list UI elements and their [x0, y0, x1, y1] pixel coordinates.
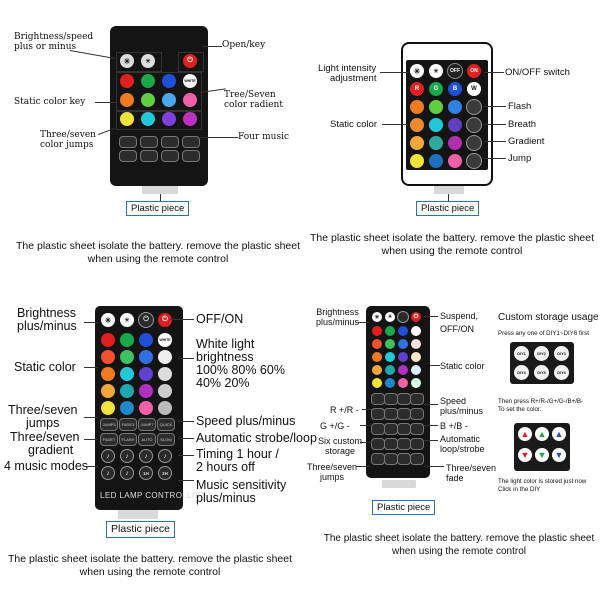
leader-line [484, 141, 506, 142]
mode-button[interactable] [397, 438, 411, 450]
label-breath: Breath [508, 119, 536, 130]
adjust-button[interactable] [371, 423, 385, 435]
label-speed: Speed plus/minus [196, 414, 296, 428]
color-down-arrow-icon[interactable]: ▼ [518, 448, 532, 462]
mode-button[interactable] [384, 453, 398, 465]
diy-button[interactable]: DIY1 [514, 346, 529, 361]
color-button[interactable] [411, 339, 421, 349]
leader-line [484, 124, 506, 125]
label-static-color: Static color [440, 361, 485, 371]
leader-line [424, 425, 438, 426]
leader-line [362, 409, 372, 410]
plastic-piece-tab [142, 186, 178, 194]
white-brightness-button[interactable] [158, 401, 172, 415]
color-button[interactable] [398, 378, 408, 388]
mode-button[interactable]: FADE3 [119, 418, 137, 431]
color-button[interactable] [385, 378, 395, 388]
mode-button[interactable]: QUICK [157, 418, 175, 431]
label-gradient: Gradient [508, 136, 545, 147]
suspend-button[interactable] [398, 312, 408, 322]
color-up-arrow-icon[interactable]: ▲ [552, 427, 566, 441]
label-auto-loop: Automatic loop/strobe [440, 434, 485, 454]
adjust-button[interactable] [371, 393, 385, 405]
leader-line [202, 46, 222, 47]
brightness-down-button[interactable]: ☀ [120, 313, 134, 327]
off-button[interactable]: ⏻ [139, 313, 153, 327]
color-button[interactable] [398, 326, 408, 336]
brightness-up-button[interactable]: ☀ [372, 312, 382, 322]
white-brightness-button[interactable] [158, 367, 172, 381]
color-button[interactable] [372, 339, 382, 349]
mode-button[interactable] [182, 136, 200, 148]
music-button[interactable] [161, 150, 179, 162]
color-button[interactable] [139, 333, 153, 347]
mode-button[interactable]: FLASH [119, 433, 137, 446]
color-button[interactable] [101, 350, 115, 364]
caption: The plastic sheet isolate the battery. remove the plastic sheet when using the remote control [309, 232, 595, 257]
color-button[interactable] [101, 384, 115, 398]
leader-line [430, 365, 440, 366]
music-button[interactable] [119, 150, 137, 162]
leader-line [484, 158, 506, 159]
plastic-piece-label: Plastic piece [416, 201, 479, 216]
label-static-color: Static color [330, 119, 377, 130]
leader-line [95, 102, 116, 103]
plastic-piece-label: Plastic piece [372, 500, 435, 515]
music-button[interactable]: ♪ [140, 450, 152, 462]
mode-button[interactable] [161, 136, 179, 148]
off-button[interactable]: OFF [448, 64, 462, 78]
mode-button[interactable] [467, 118, 481, 132]
label-static-color-key: Static color key [14, 97, 86, 107]
label-music-sensitivity: Music sensitivity plus/minus [196, 478, 287, 505]
label-brightness: Brightness plus/minus [17, 306, 77, 333]
color-button[interactable] [398, 352, 408, 362]
mode-button[interactable] [410, 438, 424, 450]
brightness-up-button[interactable]: ☀ [101, 313, 115, 327]
mode-button[interactable] [467, 136, 481, 150]
brightness-up-button[interactable]: ☀ [410, 64, 424, 78]
color-button[interactable] [139, 384, 153, 398]
leader-line [84, 439, 98, 440]
label-three-seven-jumps: Three/seven jumps [8, 403, 78, 430]
color-button[interactable] [410, 154, 424, 168]
white-brightness-button[interactable] [158, 350, 172, 364]
leader-line [84, 322, 98, 323]
label-open-key: Open/key [222, 40, 266, 50]
label-light-intensity: Light intensity adjustment [318, 63, 377, 84]
brightness-down-button[interactable]: ☀ [429, 64, 443, 78]
diy-button[interactable]: DIY6 [554, 365, 569, 380]
adjust-button[interactable] [397, 393, 411, 405]
leader-line [356, 466, 370, 467]
label-b: B +/B - [440, 421, 468, 431]
adjust-button[interactable] [384, 393, 398, 405]
diy-button[interactable]: DIY2 [534, 346, 549, 361]
leader-line [178, 421, 194, 422]
adjust-button[interactable] [371, 408, 385, 420]
brightness-down-button[interactable]: ☀ [141, 54, 155, 68]
label-timing: Timing 1 hour / 2 hours off [196, 447, 279, 474]
color-button[interactable] [398, 365, 408, 375]
timer-2h-button[interactable]: 2H [159, 467, 171, 479]
usage-step-2: Then press R+/R-/G+/G-/B+/B- To set the color. [498, 398, 584, 413]
on-button[interactable]: ON [467, 64, 481, 78]
leader-line [84, 466, 98, 467]
label-r: R +/R - [330, 405, 359, 415]
leader-line [360, 425, 372, 426]
mode-button[interactable] [410, 453, 424, 465]
music-button[interactable]: ♪ [102, 450, 114, 462]
bracket-static [116, 72, 202, 112]
label-music-modes: 4 music modes [4, 459, 89, 473]
label-speed: Speed plus/minus [440, 396, 484, 416]
adjust-button[interactable] [397, 408, 411, 420]
bracket-brightness [116, 52, 162, 72]
color-button[interactable] [101, 367, 115, 381]
caption: The plastic sheet isolate the battery. remove the plastic sheet when using the remote control [7, 553, 293, 578]
mode-button[interactable] [467, 100, 481, 114]
white-brightness-button[interactable] [158, 384, 172, 398]
music-button[interactable]: ♪ [102, 467, 114, 479]
color-button[interactable] [372, 352, 382, 362]
diy-button[interactable]: DIY3 [554, 346, 569, 361]
color-button[interactable] [120, 384, 134, 398]
color-button[interactable] [448, 118, 462, 132]
color-button[interactable] [448, 100, 462, 114]
music-button[interactable]: ♪ [121, 450, 133, 462]
red-button[interactable]: R [410, 82, 424, 96]
color-button[interactable] [385, 352, 395, 362]
color-button[interactable] [385, 326, 395, 336]
leader-line [484, 106, 506, 107]
color-button[interactable] [429, 136, 443, 150]
leader-line [484, 72, 504, 73]
label-jump: Jump [508, 153, 532, 164]
mode-button[interactable] [119, 136, 137, 148]
color-button[interactable] [411, 365, 421, 375]
color-button[interactable] [372, 378, 382, 388]
color-button[interactable] [429, 118, 443, 132]
bracket-open [178, 52, 204, 72]
mode-button[interactable] [467, 154, 481, 168]
usage-step-1: Press any one of DIY1~DIY6 first [498, 330, 589, 337]
label-four-music: Four music [238, 132, 289, 142]
on-button[interactable]: ⏻ [158, 313, 172, 327]
color-button[interactable] [411, 326, 421, 336]
mode-button[interactable] [140, 136, 158, 148]
leader-line [178, 438, 194, 439]
plastic-piece-label: Plastic piece [126, 201, 189, 216]
color-button[interactable] [411, 352, 421, 362]
usage-title: Custom storage usage [498, 312, 599, 323]
diy-button[interactable]: DIY4 [514, 365, 529, 380]
leader-line [360, 442, 372, 443]
label-static-color: Static color [14, 360, 76, 374]
adjust-button[interactable] [410, 393, 424, 405]
leader-line [424, 316, 438, 317]
blue-button[interactable]: B [448, 82, 462, 96]
mode-button[interactable] [371, 453, 385, 465]
leader-line [358, 322, 370, 323]
color-button[interactable] [410, 118, 424, 132]
leader-line [200, 137, 238, 138]
brightness-up-button[interactable]: ☀ [120, 54, 134, 68]
mode-button[interactable]: FADE7 [100, 433, 118, 446]
color-button[interactable] [410, 136, 424, 150]
color-down-arrow-icon[interactable]: ▼ [535, 448, 549, 462]
color-button[interactable] [385, 339, 395, 349]
usage-step-3: The light color is stored just now Click in the DIY [498, 478, 587, 493]
timer-1h-button[interactable]: 1H [140, 467, 152, 479]
music-button[interactable]: ♪ [159, 450, 171, 462]
leader-line [178, 455, 194, 456]
green-button[interactable]: G [429, 82, 443, 96]
color-button[interactable] [101, 401, 115, 415]
label-three-seven-fade: Three/seven fade [446, 463, 497, 483]
leader-line [424, 404, 438, 405]
label-brightness-speed: Brightness/speed plus or minus [14, 32, 94, 52]
bracket-jumps [116, 110, 202, 130]
mode-button[interactable]: JUMP3 [100, 418, 118, 431]
label-three-seven-gradient: Three/seven gradient [10, 430, 80, 457]
color-button[interactable] [385, 365, 395, 375]
label-flash: Flash [508, 101, 532, 112]
leader-line [178, 358, 194, 359]
color-button[interactable] [410, 100, 424, 114]
label-auto-strobe: Automatic strobe/loop [196, 431, 317, 445]
color-button[interactable] [120, 367, 134, 381]
leader-line [84, 417, 98, 418]
plastic-piece-tab [434, 186, 464, 194]
adjust-button[interactable] [410, 423, 424, 435]
mode-button[interactable] [384, 438, 398, 450]
leader-line [382, 124, 408, 125]
led-lamp-controller-text: LED LAMP CONTROLLER [100, 491, 204, 500]
color-button[interactable] [120, 350, 134, 364]
color-button[interactable]: WHITE [183, 74, 197, 88]
color-button[interactable] [372, 326, 382, 336]
mode-button[interactable] [371, 438, 385, 450]
leader-line [170, 319, 194, 320]
plastic-piece-label: Plastic piece [106, 521, 175, 538]
label-off-on: OFF/ON [196, 312, 244, 326]
color-button[interactable] [372, 365, 382, 375]
mode-button[interactable]: SLOW [157, 433, 175, 446]
leader-line [84, 367, 98, 368]
color-button[interactable] [120, 333, 134, 347]
power-button[interactable]: ⏻ [183, 54, 197, 68]
white-brightness-button[interactable]: WHITE [158, 333, 172, 347]
plastic-piece-tab [118, 510, 158, 519]
color-button[interactable] [139, 401, 153, 415]
color-button[interactable] [429, 154, 443, 168]
adjust-button[interactable] [410, 408, 424, 420]
color-up-arrow-icon[interactable]: ▲ [518, 427, 532, 441]
color-down-arrow-icon[interactable]: ▼ [552, 448, 566, 462]
adjust-button[interactable] [384, 423, 398, 435]
color-button[interactable] [411, 378, 421, 388]
color-button[interactable] [120, 401, 134, 415]
color-button[interactable] [139, 367, 153, 381]
color-button[interactable] [101, 333, 115, 347]
color-button[interactable] [398, 339, 408, 349]
label-three-seven: Three/seven color jumps [40, 130, 96, 150]
label-brightness: Brightness plus/minus [316, 307, 360, 327]
leader-line [160, 194, 161, 201]
mode-button[interactable]: AUTO [138, 433, 156, 446]
mode-button[interactable] [397, 453, 411, 465]
leader-line [380, 72, 408, 73]
music-button[interactable] [140, 150, 158, 162]
label-six-custom: Six custom storage [318, 436, 363, 456]
leader-line [424, 466, 444, 467]
label-suspend: Suspend, OFF/ON [440, 311, 479, 334]
label-onoff-switch: ON/OFF switch [505, 67, 570, 78]
color-button[interactable] [448, 136, 462, 150]
caption: The plastic sheet isolate the battery. remove the plastic sheet when using the remote control [323, 533, 595, 557]
power-button[interactable]: ⏻ [411, 312, 421, 322]
plastic-piece-tab [382, 480, 416, 488]
adjust-button[interactable] [384, 408, 398, 420]
label-white-light: White light brightness 100% 80% 60% 40% 20% [196, 337, 285, 390]
leader-line [424, 440, 438, 441]
white-button[interactable]: W [467, 82, 481, 96]
brightness-down-button[interactable]: ☀ [385, 312, 395, 322]
leader-line [448, 194, 449, 201]
label-three-seven-jumps: Three/seven jumps [307, 462, 358, 482]
diy-button[interactable]: DIY5 [534, 365, 549, 380]
color-button[interactable] [448, 154, 462, 168]
color-button[interactable] [429, 100, 443, 114]
music-button[interactable]: ♪ [121, 467, 133, 479]
adjust-button[interactable] [397, 423, 411, 435]
color-up-arrow-icon[interactable]: ▲ [535, 427, 549, 441]
mode-button[interactable]: JUMP7 [138, 418, 156, 431]
caption: The plastic sheet isolate the battery. remove the plastic sheet when using the remote control [15, 240, 301, 265]
color-button[interactable] [139, 350, 153, 364]
music-button[interactable] [182, 150, 200, 162]
label-g: G +/G - [320, 421, 350, 431]
label-tree-seven: Tree/Seven color radient [224, 90, 283, 110]
leader-line [178, 480, 194, 481]
